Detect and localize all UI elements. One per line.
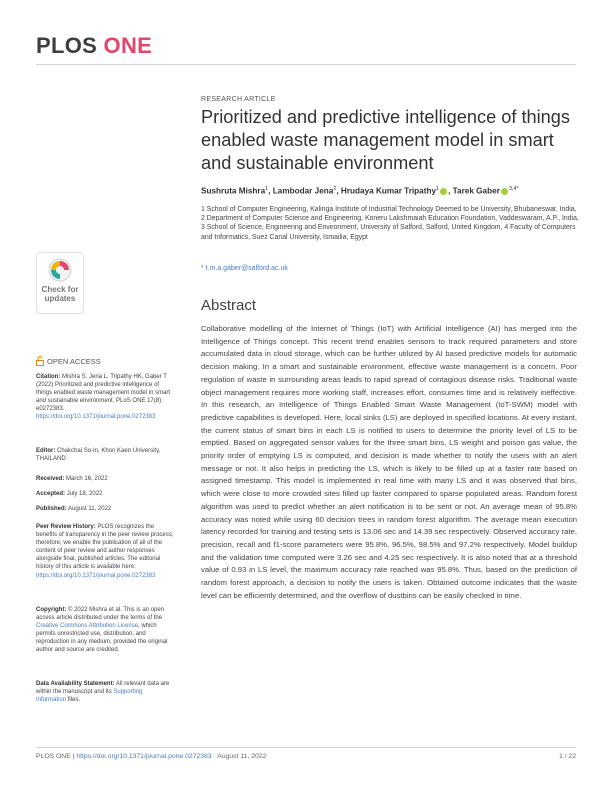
footer-journal: PLOS ONE: [36, 753, 71, 760]
copyright-block: Copyright: © 2022 Mishra et al. This is an open access article distributed under the terms of the Creative Commons Attribution License, which permits unrestricted use, distribution, and reproduction in any medium, provided the original author and source are credited.: [36, 607, 168, 654]
author-name[interactable]: Lambodar Jena: [272, 186, 334, 196]
citation-block: Citation: Mishra S, Jena L, Tripathy HK, Gaber T (2022) Prioritized and predictive intelligence of things enabled waste management model in smart and sustainable environment. PLoS ONE 17(8): e0272383. https://doi.org/10.1371/journal.pone.0272383: [36, 374, 171, 421]
accepted-date: Accepted: July 18, 2022: [36, 491, 103, 497]
peer-review-link[interactable]: https://doi.org/10.1371/journal.pone.0272383: [36, 572, 156, 579]
article-title: Prioritized and predictive intelligence of things enabled waste management model in smart and sustainable environment: [201, 107, 571, 173]
orcid-icon[interactable]: [501, 188, 508, 195]
footer-doi-link[interactable]: https://doi.org/10.1371/journal.pone.0272383: [76, 753, 212, 760]
page-footer: PLOS ONE | https://doi.org/10.1371/journal.pone.0272383 August 11, 2022 1 / 22: [36, 753, 576, 760]
published-date: Published: August 11, 2022: [36, 506, 112, 512]
supporting-info-link[interactable]: Supporting Information: [36, 689, 143, 704]
corresponding-email-link[interactable]: * t.m.a.gaber@salford.ac.uk: [201, 265, 288, 272]
open-access-badge: [36, 356, 101, 366]
logo-plos: PLOS: [36, 33, 98, 58]
footer-date: August 11, 2022: [217, 753, 267, 760]
affiliations: 1 School of Computer Engineering, Kalinga Institute of Industrial Technology Deemed to be University, Bhubaneswar, India, 2 Department of Computer Science and Engineering, Koneru Lakshmaiah Education Foundation, Vaddeswaram, A.P., India, 3 School of Science, Engineering and Environment, University of Salford, Salford, United Kingdom, 4 Faculty of Computers and Informatics, Suez Canal University, Ismailia, Egypt: [201, 206, 579, 241]
editor-block: Editor: Chakchai So-In, Khon Kaen University, THAILAND: [36, 448, 161, 463]
author-name[interactable]: Sushruta Mishra: [201, 186, 266, 196]
data-availability-block: Data Availability Statement: All relevant data are within the manuscript and its Supporting Information files.: [36, 681, 170, 704]
page-number: 1 / 22: [558, 753, 576, 760]
check-for-updates-button[interactable]: [36, 252, 84, 314]
author-name[interactable]: Hrudaya Kumar Tripathy: [340, 186, 437, 196]
abstract-heading: Abstract: [201, 297, 257, 314]
peer-review-block: Peer Review History: PLOS recognizes the benefits of transparency in the peer review process; therefore, we enable the publication of all of the content of peer review and author responses alongside final, published articles. The editorial history of this article is available here: https://doi.org/10.1371/journal.pone.0272383: [36, 524, 174, 579]
author-list: Sushruta Mishra$^1$, Lambodar Jena$^2$, Hrudaya Kumar Tripathy$^1$ , Tarek Gaber $^{3,4*}$: [201, 186, 519, 196]
footer-divider: [36, 747, 576, 748]
plos-one-logo[interactable]: [36, 33, 152, 59]
logo-one: ONE: [103, 33, 153, 58]
open-lock-icon: [36, 356, 44, 366]
header-divider: [36, 64, 576, 65]
open-access-label: OPEN ACCESS: [47, 356, 101, 366]
check-for-updates-label: Check for updates: [41, 285, 79, 303]
received-date: Received: March 16, 2022: [36, 476, 108, 482]
cc-license-link[interactable]: Creative Commons Attribution License: [36, 623, 139, 630]
article-type: RESEARCH ARTICLE: [201, 96, 276, 103]
check-for-updates-icon: [48, 258, 72, 282]
author-name[interactable]: Tarek Gaber: [452, 186, 500, 196]
orcid-icon[interactable]: [440, 188, 447, 195]
citation-doi-link[interactable]: https://doi.org/10.1371/journal.pone.0272383: [36, 414, 156, 421]
abstract-text: Collaborative modelling of the Internet of Things (IoT) with Artificial Intelligence (AI) has merged into the Intelligence of Things concept. This recent trend enables sensors to track required parameters and store accumulated data in cloud storage, which can be further utilized by AI based predictive models for automatic decision making. In a smart and sustainable environment, effective waste management is a concern. Poor regulation of waste in surrounding areas leads to rapid spread of contagious disease risks. Traditional waste object management requires more working staff, increases effort, consumes time and is relatively ineffective. In this research, an Intelligence of Things Enabled Smart Waste Management (IoT-SWM) model with predictive capabilities is developed. Here, local sinks (LS) are deployed in specified locations. At every instant, the current status of smart bins in each LS is notified to users to determine the priority level of LS to be emptied. Based on aggregated sensor values for the three smart bins, LS weight and poison gas value, the priority order of emptying LS is computed, and decision is made whether to notify the users with an alert message or not. It also helps in predicting the LS, which is likely to be filled up at a faster rate based on assigned timestamp. This model is implemented in real time with many LS and it was observed that bins, which were close to more crowded sites filled up faster compared to sparse populated areas. Random forest algorithm was used to predict whether an alert notification is to be sent or not. An average mean of 95.8% accuracy was noted while using 60 decision trees in random forest algorithm. The average mean execution latency recorded for training and testing sets is 13.06 sec and 14.39 sec respectively. Observed accuracy rate, precision, recall and f1-score parameters were 95.8%, 96.5%, 98.5% and 97.2% respectively. Model buildup and the validation time computed were 3.26 sec and 4.25 sec respectively. It is also noted that at a threshold value of 0.93 in LS level, the maximum accuracy rate reached was 95.8%. Thus, based on the prediction of random forest approach, a decision to notify the users is taken. Obtained outcome indicates that the waste level can be efficiently determined, and the overflow of dustbins can be easily checked in time.: [201, 324, 577, 600]
